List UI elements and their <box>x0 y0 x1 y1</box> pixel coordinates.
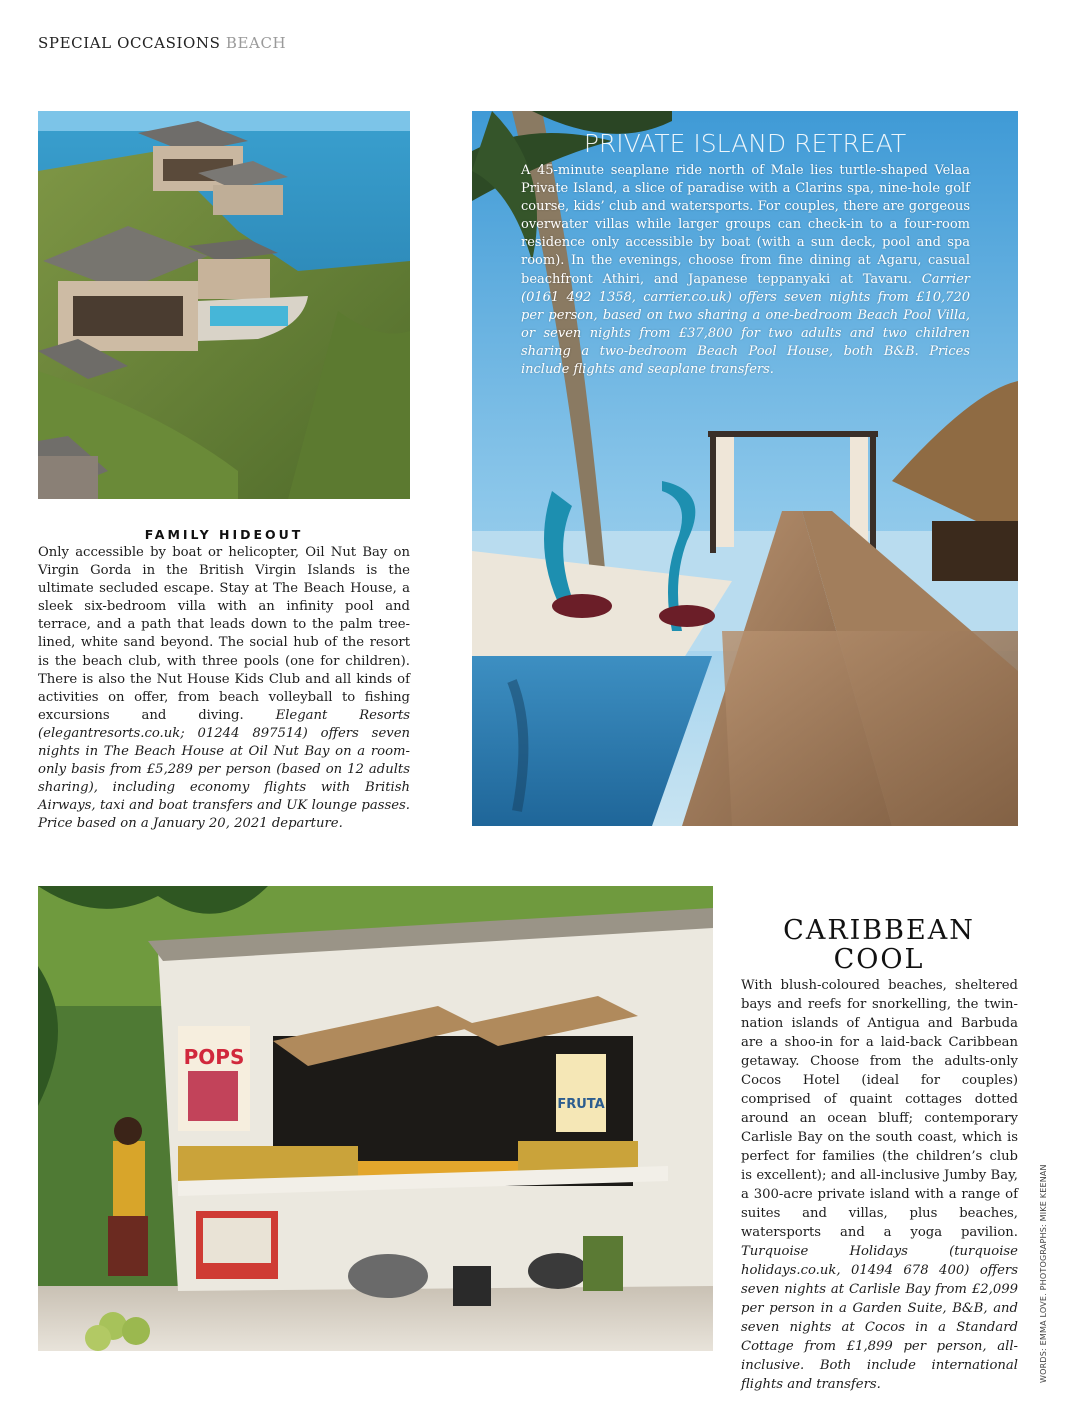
family-hideout-body <box>38 544 410 834</box>
header-subsection: BEACH <box>225 34 287 52</box>
caribbean-cool-body <box>741 976 1018 1394</box>
pops-sign-text: POPS <box>183 1045 245 1069</box>
caribbean-cool-heading-line2: COOL <box>833 944 925 975</box>
caribbean-cool-booking: Turquoise Holidays (turquoise holidays.co.uk, 01494 678 400) offers seven nights at Carlisle Bay from £2,099 per person in a Garden Suite, B&B, and seven nights at Cocos in a Standard Cottage from £1,899 per person, all-inclusive. Both include international flights and transfers. <box>741 1244 1018 1392</box>
villa-photo <box>38 111 410 499</box>
caribbean-cool-text: With blush-coloured beaches, sheltered bays and reefs for snorkelling, the twin-nation islands of Antigua and Barbuda are a shoo-in for a laid-back Caribbean getaway. Choose from the adults-only Cocos Hotel (ideal for couples) comprised of quaint cottages dotted around an ocean bluff; contemporary Carlisle Bay on the south coast, which is perfect for families (the children’s club is excellent); and all-inclusive Jumby Bay, a 300-acre private island with a range of suites and villas, plus beaches, watersports and a yoga pavilion. <box>741 978 1018 1240</box>
private-island-booking: Carrier (0161 492 1358, carrier.co.uk) offers seven nights from £10,720 per person, based on two sharing a one-bedroom Beach Pool Villa, or seven nights from £37,800 for two adults and two children sharing a two-bedroom Beach Pool House, both B&B. Prices include flights and seaplane transfers. <box>521 271 970 378</box>
caribbean-cool-heading-line1: CARIBBEAN <box>783 915 975 946</box>
private-island-text: A 45-minute seaplane ride north of Male lies turtle-shaped Velaa Private Island, a slice of paradise with a Clarins spa, nine-hole golf course, kids’ club and watersports. For couples, there are gorgeous overwater villas while larger groups can check-in to a four-room residence only accessible by boat (with a sun deck, pool and spa room). In the evenings, choose from fine dining at Agaru, casual beachfront Athiri, and Japanese teppanyaki at Tavaru. <box>521 163 970 287</box>
private-island-body <box>521 162 970 379</box>
fruit-stall-photo <box>38 886 713 1351</box>
running-header <box>38 34 286 52</box>
fruta-sign-text: FRUTA <box>557 1097 605 1112</box>
caribbean-cool-heading <box>740 916 1018 974</box>
family-hideout-booking: Elegant Resorts (elegantresorts.co.uk; 01244 897514) offers seven nights in The Beach House at Oil Nut Bay on a room-only basis from £5,289 per person (based on 12 adults sharing), including economy flights with British Airways, taxi and boat transfers and UK lounge passes. Price based on a January 20, 2021 departure. <box>38 707 411 832</box>
private-island-heading: PRIVATE ISLAND RETREAT <box>583 129 907 158</box>
family-hideout-text: Only accessible by boat or helicopter, Oil Nut Bay on Virgin Gorda in the British Virgin Islands is the ultimate secluded escape. Stay at The Beach House, a sleek six-bedroom villa with an infinity pool and terrace, and a path that leads down to the palm tree-lined, white sand beyond. The social hub of the resort is the beach club, with three pools (one for children). There is also the Nut House Kids Club and all kinds of activities on offer, from beach volleyball to fishing excursions and diving. <box>38 545 410 723</box>
family-hideout-heading: FAMILY HIDEOUT <box>144 527 304 542</box>
photo-credits: WORDS: EMMA LOVE. PHOTOGRAPHS: MIKE KEENAN <box>1039 1164 1048 1383</box>
header-section: SPECIAL OCCASIONS <box>38 34 221 52</box>
